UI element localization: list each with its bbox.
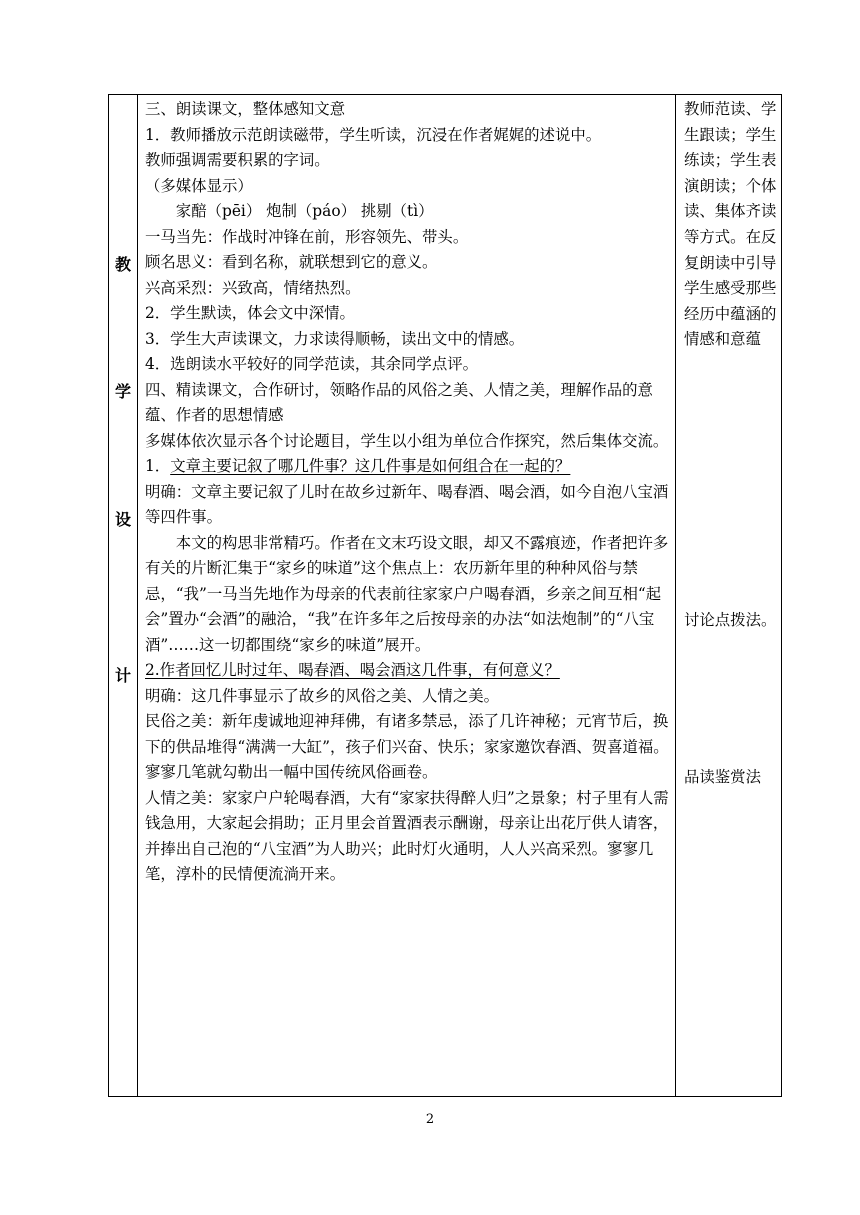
method-text: 讨论点拨法。 [684, 611, 777, 629]
answer: 明确：这几件事显示了故乡的风俗之美、人情之美。 [145, 686, 499, 705]
paragraph: 3．学生大声读课文，力求读得顺畅，读出文中的情感。 [145, 329, 525, 348]
column-divider [137, 95, 138, 1096]
paragraph: 教师强调需要积累的字词。 [145, 151, 330, 169]
paragraph: 4．选朗读水平较好的同学范读，其余同学点评。 [145, 355, 478, 373]
question [145, 454, 672, 480]
label-column [109, 95, 137, 1096]
question-text: 文章主要记叙了哪几件事？这几件事是如何组合在一起的？ [170, 457, 571, 475]
paragraph: 2．学生默读，体会文中深情。 [145, 304, 355, 322]
section-heading: 四、精读课文，合作研讨，领略作品的风俗之美、人情之美，理解作品的意蕴、作者的思想情感 [145, 380, 653, 424]
method-note [684, 97, 780, 353]
label-char: 教 [114, 255, 131, 274]
column-divider [675, 95, 676, 1096]
label-char: 计 [114, 666, 131, 685]
label-char: 学 [114, 382, 131, 401]
lesson-table [108, 94, 782, 1097]
paragraph: 顾名思义：看到名称，就联想到它的意义。 [145, 253, 438, 271]
answer: 明确：文章主要记叙了儿时在故乡过新年、喝春酒、喝会酒，如今自泡八宝酒等四件事。 [145, 482, 669, 526]
paragraph: 多媒体依次显示各个讨论题目，学生以小组为单位合作探究，然后集体交流。 [145, 431, 669, 450]
paragraph: 一马当先：作战时冲锋在前，形容领先、带头。 [145, 227, 469, 246]
page-number: 2 [425, 1112, 435, 1127]
question-number: 1． [145, 457, 171, 475]
paragraph: 1．教师播放示范朗读磁带，学生听读，沉浸在作者娓娓的述说中。 [145, 125, 602, 144]
method-text: 品读鉴赏法 [684, 768, 761, 786]
paragraph: 人情之美：家家户户轮喝春酒，大有“家家扶得醉人归”之景象；村子里有人需钱急用，大家起会捐助；正月里会首置酒表示酬谢，母亲让出花厅供人请客，并捧出自己泡的“八宝酒”为人助兴；此时灯火通明，人人兴高采烈。寥寥几笔，淳朴的民情便流淌开来。 [145, 788, 669, 883]
paragraph: 民俗之美：新年虔诚地迎神拜佛，有诸多禁忌，添了几许神秘；元宵节后，换下的供品堆得“满满一大缸”，孩子们兴奋、快乐；家家邀饮春酒、贺喜道福。寥寥几笔就勾勒出一幅中国传统风俗画卷。 [145, 712, 669, 781]
method-note [684, 608, 780, 634]
paragraph: （多媒体显示） [145, 176, 253, 195]
section-heading: 三、朗读课文，整体感知文意 [145, 100, 346, 118]
method-note [684, 765, 780, 791]
main-content [145, 97, 672, 888]
label-char: 设 [114, 510, 131, 529]
paragraph: 兴高采烈：兴致高，情绪热烈。 [145, 278, 361, 297]
pinyin-line: 家醅（pēi） 炮制（páo） 挑剔（tì） [175, 202, 434, 220]
question: 2.作者回忆儿时过年、喝春酒、喝会酒这几件事，有何意义？ [145, 661, 560, 679]
method-text: 教师范读、学生跟读；学生练读；学生表演朗读；个体读、集体齐读等方式。在反复朗读中引导学生感受那些经历中蕴涵的情感和意蕴 [684, 100, 777, 349]
paragraph: 本文的构思非常精巧。作者在文末巧设文眼，却又不露痕迹，作者把许多有关的片断汇集于“家乡的味道”这个焦点上：农历新年里的种种风俗与禁忌，“我”一马当先地作为母亲的代表前往家家户户喝春酒，乡亲之间互相“起会”置办“会酒”的融洽，“我”在许多年之后按母亲的办法“如法炮制”的“八宝酒”……这一切都围绕“家乡的味道”展开。 [145, 533, 669, 654]
